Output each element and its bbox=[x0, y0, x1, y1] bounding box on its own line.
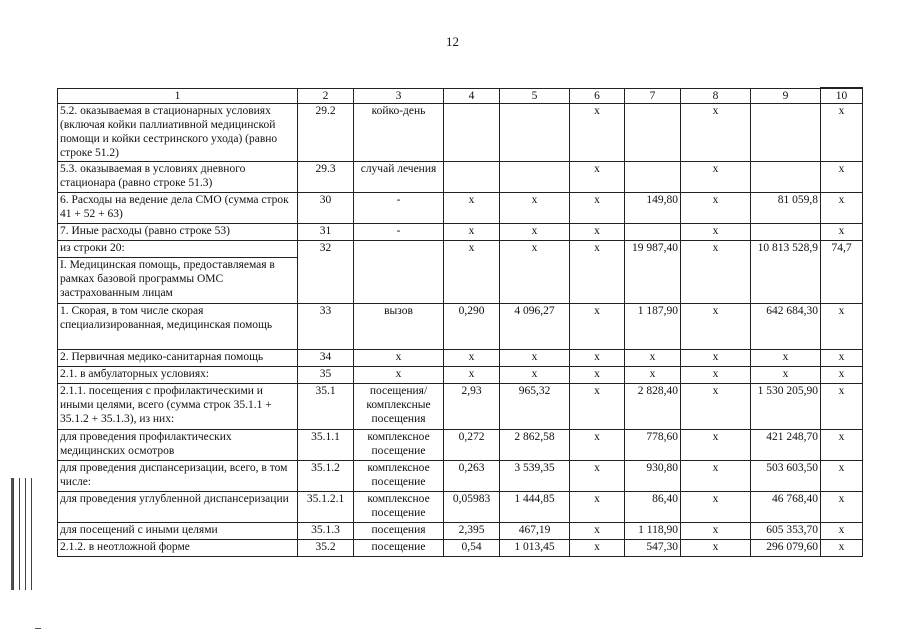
page-number: 12 bbox=[446, 34, 459, 49]
cell-col4: 0,54 bbox=[444, 540, 500, 557]
column-header: 1 bbox=[58, 88, 298, 104]
row-unit: посещения/ комплексные посещения bbox=[354, 384, 444, 430]
column-header: 5 bbox=[500, 88, 570, 104]
row-unit: случай лечения bbox=[354, 162, 444, 193]
row-unit: посещение bbox=[354, 540, 444, 557]
cell-col8: х bbox=[681, 224, 751, 241]
cell-col6: х bbox=[570, 104, 625, 162]
cell-col10: х bbox=[821, 350, 863, 367]
row-label: 2. Первичная медико-санитарная помощь bbox=[58, 350, 298, 367]
column-header: 9 bbox=[751, 88, 821, 104]
cell-col10: х bbox=[821, 104, 863, 162]
cell-col7 bbox=[625, 162, 681, 193]
table-row bbox=[58, 523, 863, 540]
cell-col6: х bbox=[570, 350, 625, 367]
table-row bbox=[58, 430, 863, 461]
column-header: 4 bbox=[444, 88, 500, 104]
table-row bbox=[58, 162, 863, 193]
row-unit: комплексное посещение bbox=[354, 430, 444, 461]
column-header: 8 bbox=[681, 88, 751, 104]
cell-col5 bbox=[500, 104, 570, 162]
row-unit: - bbox=[354, 193, 444, 224]
cell-col5: х bbox=[500, 350, 570, 367]
row-label: 2.1. в амбулаторных условиях: bbox=[58, 367, 298, 384]
scan-mark bbox=[35, 628, 41, 629]
row-unit: вызов bbox=[354, 304, 444, 350]
cell-col8: х bbox=[681, 367, 751, 384]
cell-col10: х bbox=[821, 304, 863, 350]
cell-col6: х bbox=[570, 492, 625, 523]
cell-col6: х bbox=[570, 193, 625, 224]
cell-col10: х bbox=[821, 540, 863, 557]
cell-col8: х bbox=[681, 461, 751, 492]
cell-col4: х bbox=[444, 224, 500, 241]
cell-col10: х bbox=[821, 492, 863, 523]
table-row bbox=[58, 540, 863, 557]
cell-col9 bbox=[751, 104, 821, 162]
cell-col8: х bbox=[681, 162, 751, 193]
row-label: для проведения диспансеризации, всего, в том числе: bbox=[58, 461, 298, 492]
cell-col9: 642 684,30 bbox=[751, 304, 821, 350]
cell-col8: х bbox=[681, 540, 751, 557]
cell-col10: х bbox=[821, 461, 863, 492]
cell-col7 bbox=[625, 104, 681, 162]
cell-col7: 778,60 bbox=[625, 430, 681, 461]
row-label: 2.1.1. посещения с профилактическими и иными целями, всего (сумма строк 35.1.1 + 35.1.2 + 35.1.3), из них: bbox=[58, 384, 298, 430]
cell-col9: 421 248,70 bbox=[751, 430, 821, 461]
column-header: 3 bbox=[354, 88, 444, 104]
cell-col5: 467,19 bbox=[500, 523, 570, 540]
cell-col10: х bbox=[821, 430, 863, 461]
cell-col7: 2 828,40 bbox=[625, 384, 681, 430]
cell-col9: 46 768,40 bbox=[751, 492, 821, 523]
cell-col8: х bbox=[681, 304, 751, 350]
table-row bbox=[58, 224, 863, 241]
cell-col10: х bbox=[821, 523, 863, 540]
row-unit: комплексное посещение bbox=[354, 492, 444, 523]
row-unit: койко-день bbox=[354, 104, 444, 162]
cell-col7: 19 987,40 bbox=[625, 241, 681, 304]
cell-col5: х bbox=[500, 224, 570, 241]
cell-col9 bbox=[751, 162, 821, 193]
cell-col4: 2,395 bbox=[444, 523, 500, 540]
cell-col10: х bbox=[821, 384, 863, 430]
row-label: 5.2. оказываемая в стационарных условиях (включая койки паллиативной медицинской помощи и койки сестринского ухода) (равно строке 51.2) bbox=[58, 104, 298, 162]
cell-col5: х bbox=[500, 241, 570, 304]
cell-col6: х bbox=[570, 523, 625, 540]
cell-col5: х bbox=[500, 193, 570, 224]
cell-col4: х bbox=[444, 367, 500, 384]
cell-col7: х bbox=[625, 350, 681, 367]
row-unit bbox=[354, 241, 444, 304]
row-code: 35.1.2 bbox=[298, 461, 354, 492]
table-row bbox=[58, 461, 863, 492]
cell-col6: х bbox=[570, 461, 625, 492]
cell-col4: 0,05983 bbox=[444, 492, 500, 523]
row-code: 35.1 bbox=[298, 384, 354, 430]
cell-col8: х bbox=[681, 430, 751, 461]
column-header: 6 bbox=[570, 88, 625, 104]
row-code: 35.1.3 bbox=[298, 523, 354, 540]
cell-col6: х bbox=[570, 540, 625, 557]
cell-col6: х bbox=[570, 224, 625, 241]
row-code: 34 bbox=[298, 350, 354, 367]
cell-col4 bbox=[444, 104, 500, 162]
table-row bbox=[58, 367, 863, 384]
row-unit: х bbox=[354, 350, 444, 367]
row-code: 33 bbox=[298, 304, 354, 350]
cell-col5: 4 096,27 bbox=[500, 304, 570, 350]
table-row bbox=[58, 384, 863, 430]
cell-col9: 605 353,70 bbox=[751, 523, 821, 540]
data-table bbox=[57, 87, 863, 557]
row-code: 31 bbox=[298, 224, 354, 241]
row-code: 29.2 bbox=[298, 104, 354, 162]
cell-col4: х bbox=[444, 193, 500, 224]
row-code: 35.1.1 bbox=[298, 430, 354, 461]
row-code: 35.2 bbox=[298, 540, 354, 557]
row-label: для проведения профилактических медицинских осмотров bbox=[58, 430, 298, 461]
cell-col5: 965,32 bbox=[500, 384, 570, 430]
row-label: 7. Иные расходы (равно строке 53) bbox=[58, 224, 298, 241]
table-row bbox=[58, 241, 863, 258]
cell-col9: 81 059,8 bbox=[751, 193, 821, 224]
cell-col5: 3 539,35 bbox=[500, 461, 570, 492]
row-label: 2.1.2. в неотложной форме bbox=[58, 540, 298, 557]
cell-col7: х bbox=[625, 367, 681, 384]
cell-col4: 2,93 bbox=[444, 384, 500, 430]
cell-col10: х bbox=[821, 193, 863, 224]
column-header: 10 bbox=[821, 88, 863, 104]
header-row bbox=[58, 88, 863, 104]
cell-col4 bbox=[444, 162, 500, 193]
cell-col7: 86,40 bbox=[625, 492, 681, 523]
row-label: 6. Расходы на ведение дела СМО (сумма строк 41 + 52 + 63) bbox=[58, 193, 298, 224]
cell-col8: х bbox=[681, 241, 751, 304]
cell-col4: 0,290 bbox=[444, 304, 500, 350]
row-label: 5.3. оказываемая в условиях дневного стационара (равно строке 51.3) bbox=[58, 162, 298, 193]
cell-col9: 10 813 528,9 bbox=[751, 241, 821, 304]
cell-col8: х bbox=[681, 104, 751, 162]
cell-col6: х bbox=[570, 304, 625, 350]
cell-col8: х bbox=[681, 492, 751, 523]
table-row bbox=[58, 193, 863, 224]
table-row bbox=[58, 350, 863, 367]
row-unit: - bbox=[354, 224, 444, 241]
cell-col5: 1 444,85 bbox=[500, 492, 570, 523]
row-unit: комплексное посещение bbox=[354, 461, 444, 492]
cell-col5: х bbox=[500, 367, 570, 384]
cell-col9: х bbox=[751, 367, 821, 384]
cell-col7: 1 118,90 bbox=[625, 523, 681, 540]
registration-stamp bbox=[11, 478, 33, 590]
column-header: 2 bbox=[298, 88, 354, 104]
cell-col10: х bbox=[821, 367, 863, 384]
row-label: из строки 20: bbox=[58, 241, 298, 258]
row-label-section: I. Медицинская помощь, предоставляемая в рамках базовой программы ОМС застрахованным лицам bbox=[58, 258, 298, 304]
cell-col9: 296 079,60 bbox=[751, 540, 821, 557]
cell-col4: х bbox=[444, 350, 500, 367]
cell-col9: 503 603,50 bbox=[751, 461, 821, 492]
table-row bbox=[58, 104, 863, 162]
cell-col10: 74,7 bbox=[821, 241, 863, 304]
cell-col6: х bbox=[570, 241, 625, 304]
row-unit: посещения bbox=[354, 523, 444, 540]
column-header: 7 bbox=[625, 88, 681, 104]
cell-col6: х bbox=[570, 430, 625, 461]
cell-col8: х bbox=[681, 193, 751, 224]
cell-col7: 149,80 bbox=[625, 193, 681, 224]
row-code: 35.1.2.1 bbox=[298, 492, 354, 523]
cell-col5 bbox=[500, 162, 570, 193]
cell-col7: 930,80 bbox=[625, 461, 681, 492]
cell-col8: х bbox=[681, 523, 751, 540]
row-label: для посещений с иными целями bbox=[58, 523, 298, 540]
row-code: 29.3 bbox=[298, 162, 354, 193]
cell-col4: х bbox=[444, 241, 500, 304]
cell-col7: 547,30 bbox=[625, 540, 681, 557]
table-row bbox=[58, 492, 863, 523]
row-unit: х bbox=[354, 367, 444, 384]
cell-col5: 2 862,58 bbox=[500, 430, 570, 461]
row-code: 32 bbox=[298, 241, 354, 304]
cell-col10: х bbox=[821, 224, 863, 241]
cell-col6: х bbox=[570, 162, 625, 193]
table-row bbox=[58, 304, 863, 350]
cell-col5: 1 013,45 bbox=[500, 540, 570, 557]
row-code: 30 bbox=[298, 193, 354, 224]
cell-col7: 1 187,90 bbox=[625, 304, 681, 350]
cell-col9: х bbox=[751, 350, 821, 367]
cell-col10: х bbox=[821, 162, 863, 193]
cell-col9 bbox=[751, 224, 821, 241]
cell-col9: 1 530 205,90 bbox=[751, 384, 821, 430]
cell-col4: 0,272 bbox=[444, 430, 500, 461]
cell-col4: 0,263 bbox=[444, 461, 500, 492]
row-code: 35 bbox=[298, 367, 354, 384]
cell-col6: х bbox=[570, 384, 625, 430]
row-label: для проведения углубленной диспансеризации bbox=[58, 492, 298, 523]
cell-col8: х bbox=[681, 350, 751, 367]
row-label: 1. Скорая, в том числе скорая специализированная, медицинская помощь bbox=[58, 304, 298, 350]
cell-col7 bbox=[625, 224, 681, 241]
cell-col6: х bbox=[570, 367, 625, 384]
cell-col8: х bbox=[681, 384, 751, 430]
